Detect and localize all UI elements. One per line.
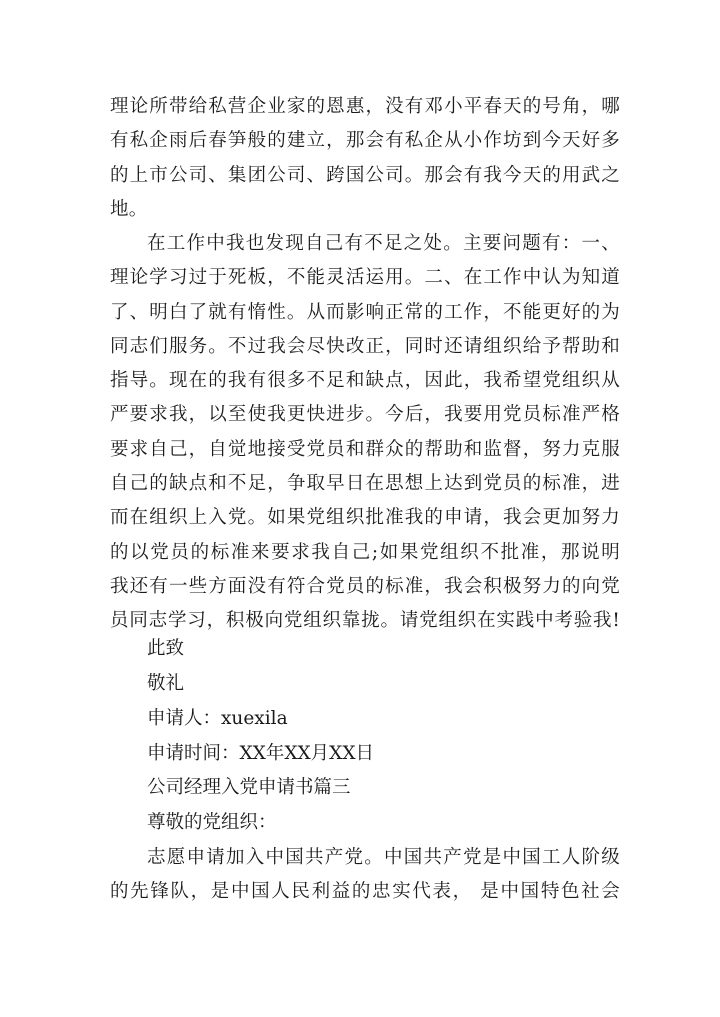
text-line: 地。 [110, 198, 148, 220]
text-line: 指导。现在的我有很多不足和缺点，因此，我希望党组织从 [110, 370, 620, 392]
text-line: 的上市公司、集团公司、跨国公司。那会有我今天的用武之 [110, 164, 620, 186]
text-line: 理论学习过于死板，不能灵活运用。二、在工作中认为知道 [110, 267, 620, 289]
closing-respect: 敬礼 [147, 673, 185, 694]
text-line: 员同志学习，积极向党组织靠拢。请党组织在实践中考验我! [110, 610, 620, 632]
closing-salute: 此致 [147, 638, 185, 659]
text-line: 同志们服务。不过我会尽快改正，同时还请组织给予帮助和 [110, 335, 620, 357]
paragraph-2 [110, 227, 620, 639]
section-title: 公司经理入党申请书篇三 [147, 777, 351, 798]
paragraph-1 [110, 90, 620, 227]
text-line: 严要求我，以至使我更快进步。今后，我要用党员标准严格 [110, 404, 620, 426]
text-line: 自己的缺点和不足，争取早日在思想上达到党员的标准，进 [110, 473, 620, 495]
text-line: 的以党员的标准来要求我自己;如果党组织不批准，那说明 [110, 541, 620, 563]
text-line: 志愿申请加入中国共产党。中国共产党是中国工人阶级 [147, 847, 620, 868]
application-date: 申请时间：XX年XX月XX日 [147, 743, 375, 764]
text-line: 我还有一些方面没有符合党员的标准，我会积极努力的向党 [110, 575, 620, 597]
greeting: 尊敬的党组织： [147, 812, 277, 833]
paragraph-3 [110, 841, 620, 910]
text-line: 理论所带给私营企业家的恩惠，没有邓小平春天的号角，哪 [110, 96, 620, 117]
applicant-line: 申请人：xuexila [147, 708, 288, 729]
text-line: 了、明白了就有惰性。从而影响正常的工作，不能更好的为 [110, 301, 620, 323]
text-line: 要求自己，自觉地接受党员和群众的帮助和监督，努力克服 [110, 438, 620, 460]
text-line: 的先锋队，是中国人民利益的忠实代表， 是中国特色社会 [110, 881, 620, 903]
text-line: 在工作中我也发现自己有不足之处。主要问题有：一、 [147, 233, 620, 254]
text-line: 有私企雨后春笋般的建立，那会有私企从小作坊到今天好多 [110, 130, 620, 152]
text-line: 而在组织上入党。如果党组织批准我的申请，我会更加努力 [110, 507, 620, 529]
